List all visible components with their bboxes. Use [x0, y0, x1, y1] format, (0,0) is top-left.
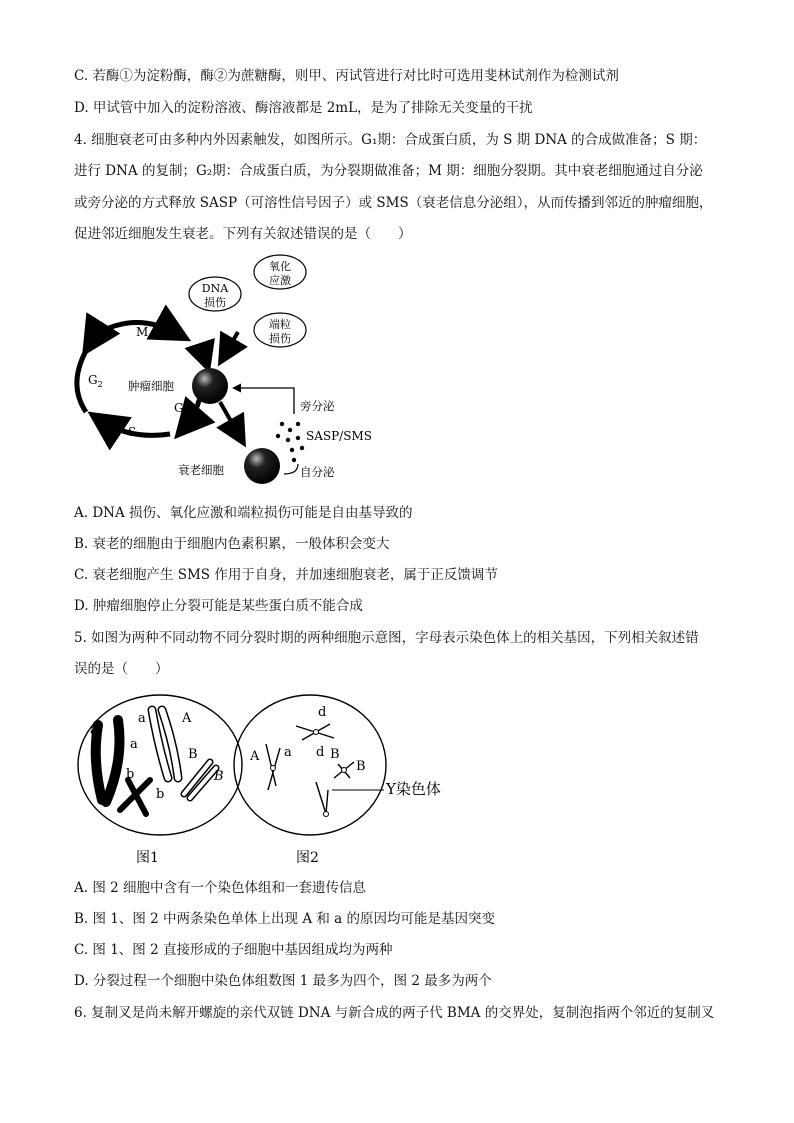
phase-m-label: M [136, 325, 149, 339]
q3-option-d: D. 甲试管中加入的淀粉溶液、酶溶液都是 2mL，是为了排除无关变量的干扰 [74, 100, 533, 116]
arrow-tumor-to-senescent [220, 402, 240, 437]
phase-g2-label: $G_2$ [88, 373, 103, 389]
telomere-damage-label-2: 损伤 [269, 332, 291, 345]
autocrine-arrow [284, 464, 298, 474]
paracrine-arrow [236, 388, 294, 414]
cell-senescence-figure [60, 252, 400, 492]
phase-g1-label: $G_1$ [174, 401, 189, 417]
tumor-cell [192, 368, 228, 404]
senescent-cell [244, 448, 280, 484]
telomere-damage-label-1: 端粒 [269, 318, 291, 331]
q4-option-b: B. 衰老的细胞由于细胞内色素积累，一般体积会变大 [74, 536, 390, 552]
fig2-gene-d2: d [316, 745, 325, 760]
q5-option-b: B. 图 1、图 2 中两条染色单体上出现 A 和 a 的原因均可能是基因突变 [74, 911, 496, 927]
paracrine-label: 旁分泌 [300, 399, 335, 413]
phase-s-label: S [128, 425, 137, 439]
fig2-gene-a: a [284, 745, 292, 760]
fig1-gene-B1: B [188, 747, 198, 762]
dna-damage-label-1: DNA [201, 282, 229, 295]
oxidative-stress-label-1: 氧化 [269, 260, 291, 273]
fig2-gene-A: A [250, 749, 260, 764]
q6-stem-line-1: 6. 复制叉是尚未解开螺旋的亲代双链 DNA 与新合成的两子代 BMA 的交界处，复制泡指两个邻近的复制叉 [74, 1005, 715, 1021]
arrow-telomere-to-cell [224, 332, 238, 356]
fig1-gene-A: A [182, 711, 192, 726]
q4-option-c: C. 衰老细胞产生 SMS 作用于自身，并加速细胞衰老，属于正反馈调节 [74, 567, 498, 583]
y-chromosome-label: Y染色体 [386, 780, 441, 798]
fig1-gene-a2: a [130, 737, 138, 752]
sasp-sms-label: SASP/SMS [306, 429, 372, 443]
fig2-gene-B1: B [330, 747, 340, 762]
q5-option-c: C. 图 1、图 2 直接形成的子细胞中基因组成均为两种 [74, 942, 393, 958]
q4-option-d: D. 肿瘤细胞停止分裂可能是某些蛋白质不能合成 [74, 598, 363, 614]
cell-senescence-diagram [60, 252, 400, 492]
fig2-gene-d1: d [318, 705, 327, 720]
q3-option-c: C. 若酶①为淀粉酶，酶②为蔗糖酶，则甲、丙试管进行对比时可选用斐林试剂作为检测试剂 [74, 68, 619, 84]
q4-stem-line-4: 促进邻近细胞发生衰老。下列有关叙述错误的是（ ） [74, 226, 412, 242]
autocrine-label: 自分泌 [300, 465, 335, 479]
q4-stem-line-2: 进行 DNA 的复制；G₂期：合成蛋白质，为分裂期做准备；M 期：细胞分裂期。其中衰老细胞通过自分泌 [74, 163, 703, 179]
fig1-gene-B2: B [214, 769, 224, 784]
q4-stem-line-1: 4. 细胞衰老可由多种内外因素触发，如图所示。G₁期：合成蛋白质，为 S 期 DNA 的合成做准备；S 期： [74, 132, 707, 148]
dna-damage-label-2: 损伤 [204, 296, 226, 309]
fig2-chromosome-y [316, 782, 328, 814]
q4-option-a: A. DNA 损伤、氧化应激和端粒损伤可能是自由基导致的 [74, 505, 413, 521]
fig2-caption: 图2 [296, 850, 319, 866]
arrow-dna-to-cell [200, 344, 206, 362]
chromosome-diagram [70, 690, 480, 870]
fig1-gene-b2: b [156, 787, 165, 802]
senescent-cell-label: 衰老细胞 [178, 463, 224, 477]
oxidative-stress-label-2: 应激 [269, 274, 291, 287]
fig1-chromosome-2 [106, 720, 120, 802]
q5-stem-line-1: 5. 如图为两种不同动物不同分裂时期的两种细胞示意图，字母表示染色体上的相关基因，下列相关叙述错 [74, 630, 699, 646]
fig1-gene-a1: a [90, 723, 98, 738]
fig1-caption: 图1 [136, 850, 159, 866]
fig1-gene-b1: b [126, 767, 135, 782]
fig1-gene-a3: a [138, 711, 146, 726]
tumor-cell-label: 肿瘤细胞 [128, 379, 174, 393]
q5-option-a: A. 图 2 细胞中含有一个染色体组和一套遗传信息 [74, 880, 367, 896]
q4-stem-line-3: 或旁分泌的方式释放 SASP（可溶性信号因子）或 SMS（衰老信息分泌组），从而传播到邻近的肿瘤细胞， [74, 195, 713, 211]
q5-stem-line-2: 误的是（ ） [74, 661, 169, 677]
q5-option-d: D. 分裂过程一个细胞中染色体组数图 1 最多为四个，图 2 最多为两个 [74, 973, 492, 989]
fig2-gene-B2: B [356, 759, 366, 774]
chromosome-figure [70, 690, 480, 870]
